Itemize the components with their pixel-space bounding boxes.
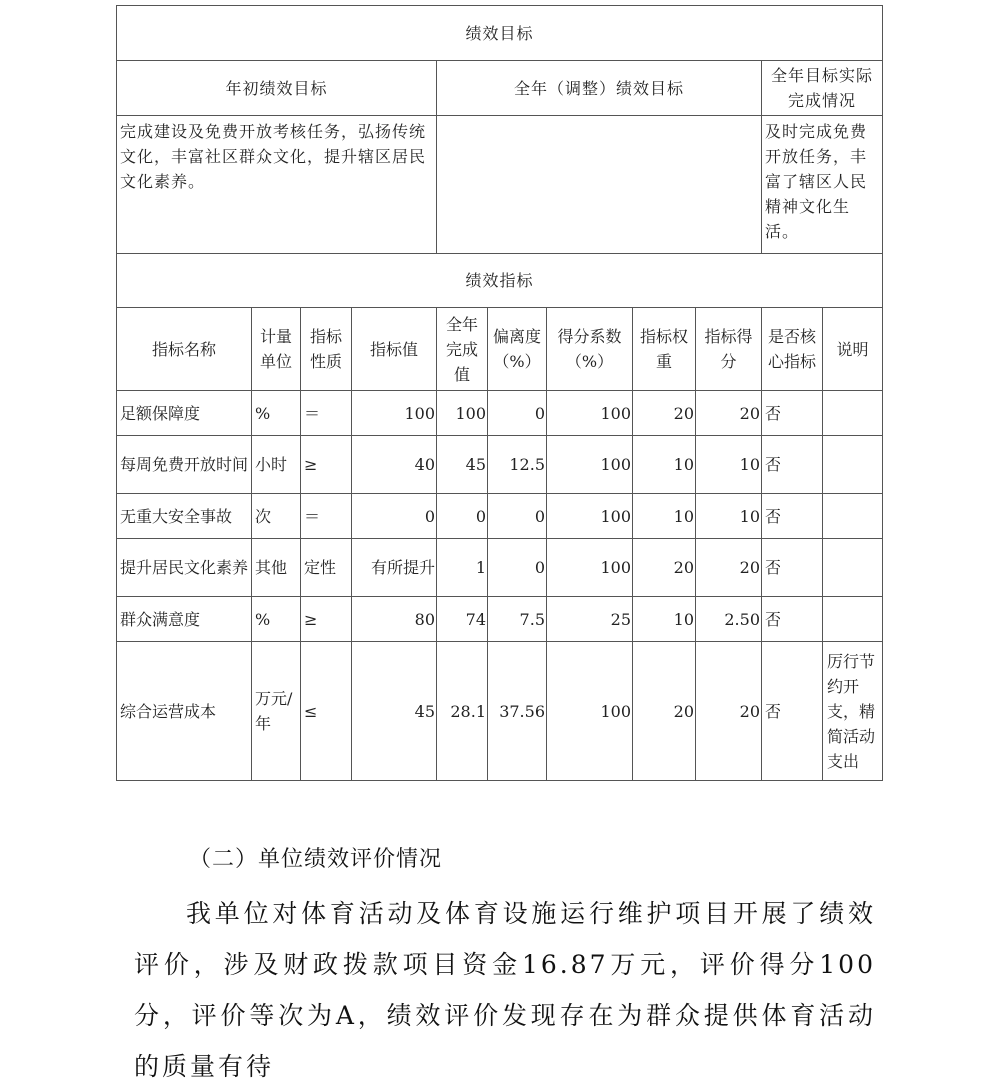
cell-actual: 74 <box>437 597 488 642</box>
col-header-coef: 得分系数（%） <box>547 308 633 391</box>
col-header-core: 是否核心指标 <box>762 308 823 391</box>
cell-weight: 20 <box>633 391 696 436</box>
cell-name: 综合运营成本 <box>117 642 252 781</box>
col-header-unit: 计量单位 <box>252 308 301 391</box>
cell-target: 有所提升 <box>352 539 437 597</box>
cell-unit: 次 <box>252 494 301 539</box>
goal-adjusted <box>437 116 762 254</box>
cell-target: 100 <box>352 391 437 436</box>
col-header-note: 说明 <box>823 308 883 391</box>
table-row <box>117 494 883 539</box>
cell-score: 10 <box>696 494 762 539</box>
cell-score: 20 <box>696 391 762 436</box>
cell-name: 每周免费开放时间 <box>117 436 252 494</box>
cell-target: 0 <box>352 494 437 539</box>
cell-actual: 28.1 <box>437 642 488 781</box>
col-header-actual: 全年完成值 <box>437 308 488 391</box>
cell-unit: % <box>252 391 301 436</box>
col-header-target: 指标值 <box>352 308 437 391</box>
cell-note <box>823 597 883 642</box>
cell-coef: 100 <box>547 436 633 494</box>
cell-core: 否 <box>762 539 823 597</box>
cell-coef: 100 <box>547 539 633 597</box>
cell-deviation: 0 <box>488 391 547 436</box>
cell-coef: 100 <box>547 494 633 539</box>
cell-target: 40 <box>352 436 437 494</box>
cell-target: 45 <box>352 642 437 781</box>
col-header-weight: 指标权重 <box>633 308 696 391</box>
cell-unit: 其他 <box>252 539 301 597</box>
goal-initial: 完成建设及免费开放考核任务，弘扬传统文化，丰富社区群众文化，提升辖区居民文化素养。 <box>117 116 437 254</box>
goal-title: 绩效目标 <box>117 6 883 61</box>
table-row <box>117 597 883 642</box>
goal-header-adjusted: 全年（调整）绩效目标 <box>437 61 762 116</box>
cell-weight: 20 <box>633 539 696 597</box>
cell-name: 提升居民文化素养 <box>117 539 252 597</box>
cell-core: 否 <box>762 642 823 781</box>
table-row <box>117 539 883 597</box>
cell-note <box>823 436 883 494</box>
section-paragraph: 我单位对体育活动及体育设施运行维护项目开展了绩效评价，涉及财政拨款项目资金16.87万元，评价得分100分，评价等次为A，绩效评价发现存在为群众提供体育活动的质量有待 <box>134 899 876 1081</box>
goal-header-initial: 年初绩效目标 <box>117 61 437 116</box>
cell-note <box>823 539 883 597</box>
cell-unit: 万元/年 <box>252 642 301 781</box>
cell-coef: 25 <box>547 597 633 642</box>
cell-weight: 20 <box>633 642 696 781</box>
cell-actual: 1 <box>437 539 488 597</box>
indicator-title: 绩效指标 <box>117 254 883 308</box>
goal-actual: 及时完成免费开放任务，丰富了辖区人民精神文化生活。 <box>762 116 883 254</box>
cell-score: 20 <box>696 539 762 597</box>
goal-header-actual: 全年目标实际完成情况 <box>762 61 883 116</box>
cell-nature: ≥ <box>301 597 352 642</box>
table-row <box>117 391 883 436</box>
cell-weight: 10 <box>633 436 696 494</box>
cell-note <box>823 494 883 539</box>
cell-core: 否 <box>762 436 823 494</box>
cell-nature: 定性 <box>301 539 352 597</box>
cell-unit: 小时 <box>252 436 301 494</box>
section-heading: （二）单位绩效评价情况 <box>189 847 443 872</box>
table-row <box>117 642 883 781</box>
col-header-name: 指标名称 <box>117 308 252 391</box>
col-header-deviation: 偏离度（%） <box>488 308 547 391</box>
cell-deviation: 0 <box>488 539 547 597</box>
table-row <box>117 436 883 494</box>
cell-note <box>823 391 883 436</box>
cell-deviation: 7.5 <box>488 597 547 642</box>
cell-score: 20 <box>696 642 762 781</box>
col-header-score: 指标得分 <box>696 308 762 391</box>
cell-deviation: 37.56 <box>488 642 547 781</box>
performance-table <box>116 5 883 781</box>
cell-deviation: 12.5 <box>488 436 547 494</box>
cell-actual: 100 <box>437 391 488 436</box>
cell-weight: 10 <box>633 494 696 539</box>
cell-weight: 10 <box>633 597 696 642</box>
cell-target: 80 <box>352 597 437 642</box>
cell-unit: % <box>252 597 301 642</box>
cell-core: 否 <box>762 494 823 539</box>
cell-name: 无重大安全事故 <box>117 494 252 539</box>
cell-deviation: 0 <box>488 494 547 539</box>
cell-score: 2.50 <box>696 597 762 642</box>
cell-actual: 0 <box>437 494 488 539</box>
cell-nature: ≥ <box>301 436 352 494</box>
cell-name: 足额保障度 <box>117 391 252 436</box>
cell-core: 否 <box>762 391 823 436</box>
cell-coef: 100 <box>547 642 633 781</box>
cell-core: 否 <box>762 597 823 642</box>
col-header-nature: 指标性质 <box>301 308 352 391</box>
cell-actual: 45 <box>437 436 488 494</box>
cell-score: 10 <box>696 436 762 494</box>
cell-nature: ＝ <box>301 494 352 539</box>
cell-note: 厉行节约开支，精简活动支出 <box>823 642 883 781</box>
cell-nature: ＝ <box>301 391 352 436</box>
cell-name: 群众满意度 <box>117 597 252 642</box>
cell-nature: ≤ <box>301 642 352 781</box>
cell-coef: 100 <box>547 391 633 436</box>
